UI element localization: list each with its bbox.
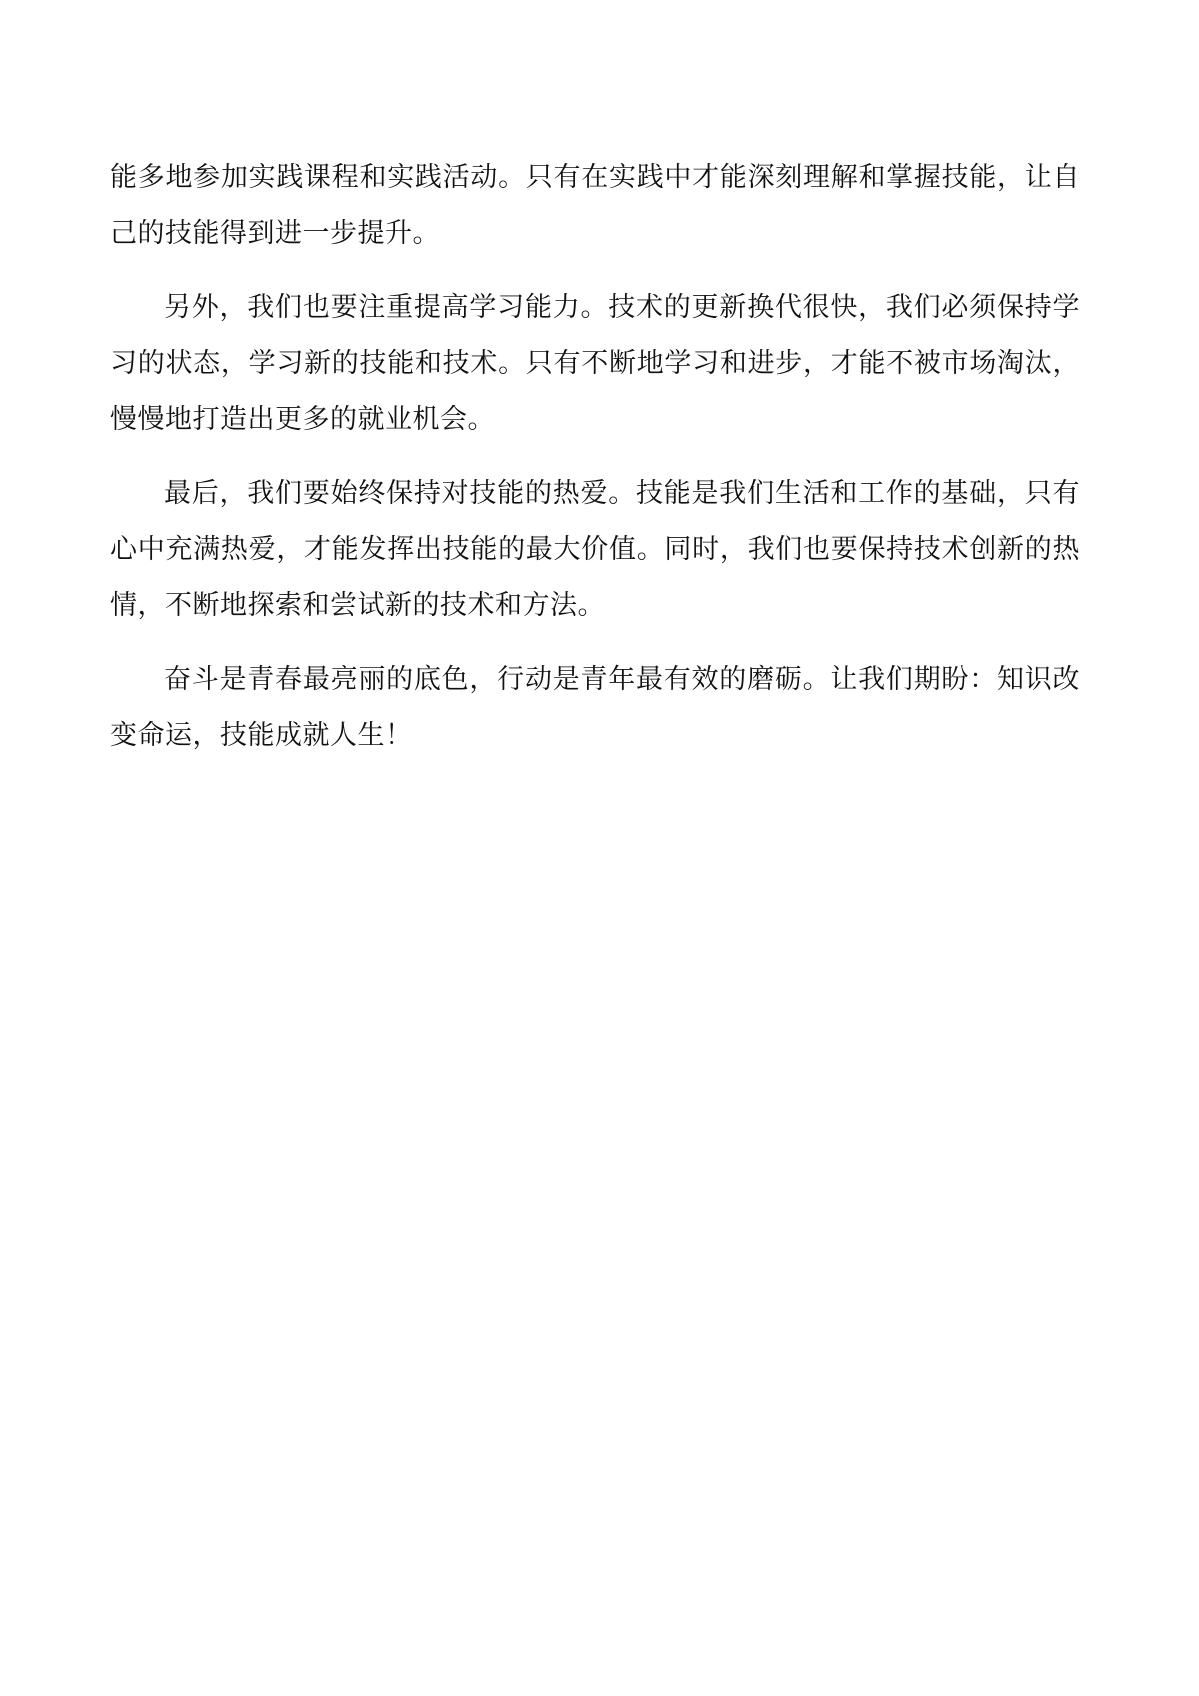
document-body	[110, 150, 1080, 782]
paragraph-learning-ability: 另外，我们也要注重提高学习能力。技术的更新换代很快，我们必须保持学习的状态，学习新的技能和技术。只有不断地学习和进步，才能不被市场淘汰，慢慢地打造出更多的就业机会。	[110, 292, 1080, 435]
paragraph-continuation: 能多地参加实践课程和实践活动。只有在实践中才能深刻理解和掌握技能，让自己的技能得到进一步提升。	[110, 162, 1080, 249]
paragraph-closing: 奋斗是青春最亮丽的底色，行动是青年最有效的磨砺。让我们期盼：知识改变命运，技能成就人生！	[110, 664, 1080, 751]
paragraph-passion-for-skills: 最后，我们要始终保持对技能的热爱。技能是我们生活和工作的基础，只有心中充满热爱，才能发挥出技能的最大价值。同时，我们也要保持技术创新的热情，不断地探索和尝试新的技术和方法。	[110, 478, 1080, 621]
